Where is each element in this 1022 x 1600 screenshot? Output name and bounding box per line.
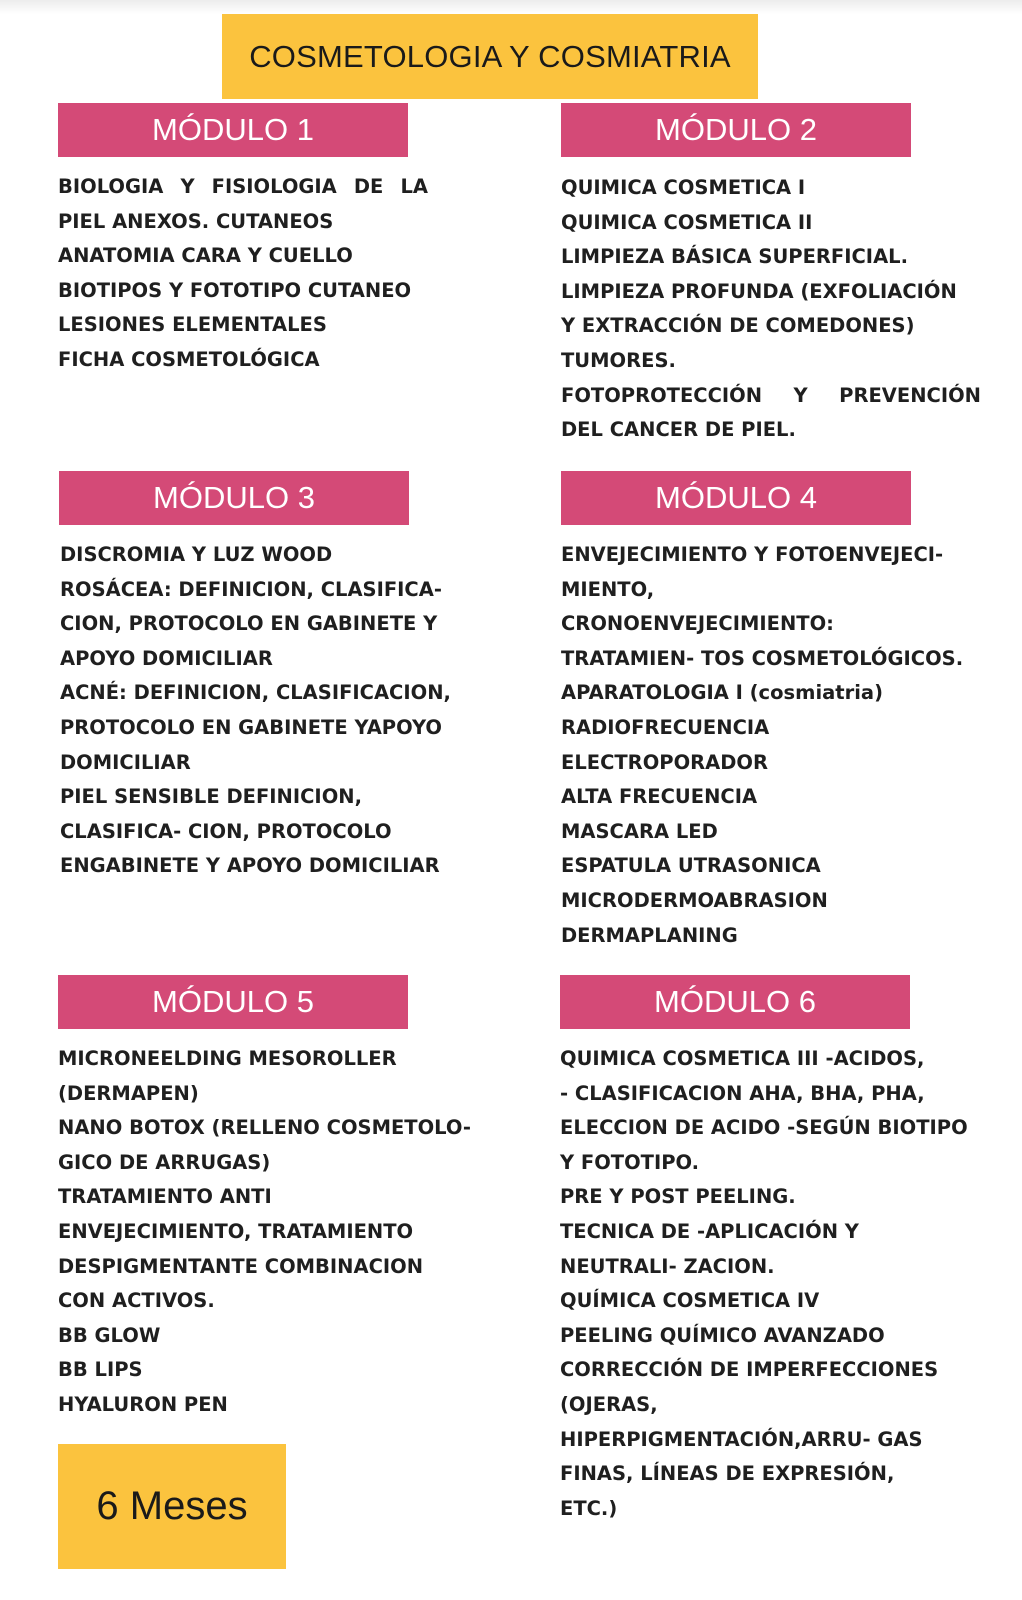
topic-line: TRATAMIENTO ANTI [58, 1185, 272, 1209]
topic-line: ENVEJECIMIENTO, TRATAMIENTO [58, 1219, 414, 1243]
module-1-topics [58, 170, 428, 378]
topic-line: QUÍMICA COSMETICA IV [560, 1289, 820, 1313]
topic-line: QUIMICA COSMETICA III -ACIDOS, [560, 1047, 925, 1070]
topic-line: MICRODERMOABRASION [561, 888, 828, 912]
topic-line: LIMPIEZA BÁSICA SUPERFICIAL. [561, 245, 908, 269]
topic-line: QUIMICA COSMETICA I [561, 176, 806, 199]
topic-line: FICHA COSMETOLÓGICA [58, 347, 320, 371]
module-5-topics [58, 1042, 498, 1423]
topic-line: CLASIFICA- CION, PROTOCOLO [60, 819, 392, 843]
topic-line: MASCARA LED [561, 819, 718, 843]
topic-line: (OJERAS, [560, 1392, 658, 1416]
topic-line: BB GLOW [58, 1323, 161, 1347]
topic-line: TUMORES. [561, 348, 676, 372]
topic-line: ETC.) [560, 1496, 618, 1520]
topic-word: BIOLOGIA [58, 175, 164, 198]
topic-line: DISCROMIA Y LUZ WOOD [60, 543, 333, 566]
topic-line: CION, PROTOCOLO EN GABINETE Y [60, 612, 438, 636]
topic-word: FISIOLOGIA [211, 175, 337, 198]
topic-line: TRATAMIEN- TOS COSMETOLÓGICOS. [561, 646, 964, 670]
topic-line: PIEL SENSIBLE DEFINICION, [60, 785, 362, 809]
topic-line: HYALURON PEN [58, 1392, 228, 1416]
topic-line: DERMAPLANING [561, 923, 738, 947]
topic-line: - CLASIFICACION AHA, BHA, PHA, [560, 1081, 925, 1105]
module-4-heading: MÓDULO 4 [561, 471, 911, 525]
topic-line: ENVEJECIMIENTO Y FOTOENVEJECI- [561, 543, 944, 566]
topic-line: NEUTRALI- ZACION. [560, 1254, 775, 1278]
topic-word: FOTOPROTECCIÓN [561, 383, 763, 407]
topic-word: Y [180, 175, 195, 198]
topic-line: Y EXTRACCIÓN DE COMEDONES) [561, 314, 915, 338]
topic-line: ENGABINETE Y APOYO DOMICILIAR [60, 854, 440, 878]
module-2-heading: MÓDULO 2 [561, 103, 911, 157]
topic-line: ALTA FRECUENCIA [561, 785, 758, 809]
topic-line: APOYO DOMICILIAR [60, 646, 273, 670]
page-title: COSMETOLOGIA Y COSMIATRIA [222, 14, 758, 99]
topic-line: ROSÁCEA: DEFINICION, CLASIFICA- [60, 577, 442, 601]
topic-word: LA [400, 175, 428, 198]
module-6-heading: MÓDULO 6 [560, 975, 910, 1029]
topic-line: QUIMICA COSMETICA II [561, 210, 813, 234]
topic-line: LESIONES ELEMENTALES [58, 313, 327, 337]
topic-line: NANO BOTOX (RELLENO COSMETOLO- [58, 1116, 471, 1140]
duration-badge: 6 Meses [58, 1444, 286, 1569]
topic-line: ACNÉ: DEFINICION, CLASIFICACION, [60, 681, 451, 705]
module-5-heading: MÓDULO 5 [58, 975, 408, 1029]
topic-line [561, 379, 981, 414]
topic-line: CON ACTIVOS. [58, 1289, 215, 1313]
topic-line: BB LIPS [58, 1358, 143, 1382]
module-1-heading: MÓDULO 1 [58, 103, 408, 157]
topic-line: APARATOLOGIA I (cosmiatria) [561, 681, 883, 705]
topic-line: CORRECCIÓN DE IMPERFECCIONES [560, 1358, 939, 1382]
topic-line: ESPATULA UTRASONICA [561, 854, 821, 878]
topic-line: PIEL ANEXOS. CUTANEOS [58, 209, 334, 233]
topic-line: DOMICILIAR [60, 750, 191, 774]
topic-line: TECNICA DE -APLICACIÓN Y [560, 1219, 859, 1243]
topic-word: Y [793, 383, 808, 407]
module-2-topics [561, 171, 981, 448]
topic-line: ANATOMIA CARA Y CUELLO [58, 244, 353, 268]
topic-line: (DERMAPEN) [58, 1081, 199, 1105]
topic-line: BIOTIPOS Y FOTOTIPO CUTANEO [58, 278, 412, 302]
topic-line: PROTOCOLO EN GABINETE YAPOYO [60, 715, 442, 739]
topic-word: DE [353, 175, 384, 198]
topic-line: FINAS, LÍNEAS DE EXPRESIÓN, [560, 1462, 895, 1486]
topic-line: ELECTROPORADOR [561, 750, 769, 774]
module-6-topics [560, 1042, 1000, 1526]
module-3-heading: MÓDULO 3 [59, 471, 409, 525]
topic-line: PEELING QUÍMICO AVANZADO [560, 1323, 885, 1347]
module-3-topics [60, 538, 500, 884]
topic-line: Y FOTOTIPO. [560, 1150, 700, 1174]
topic-line: ELECCION DE ACIDO -SEGÚN BIOTIPO [560, 1116, 968, 1140]
topic-line: RADIOFRECUENCIA [561, 715, 770, 739]
topic-line: MICRONEELDING MESOROLLER [58, 1047, 397, 1070]
topic-word: PREVENCIÓN [839, 383, 981, 407]
module-4-topics [561, 538, 1001, 953]
topic-line: CRONOENVEJECIMIENTO: [561, 612, 834, 636]
topic-line: GICO DE ARRUGAS) [58, 1150, 271, 1174]
topic-line: PRE Y POST PEELING. [560, 1185, 796, 1209]
topic-line: HIPERPIGMENTACIÓN,ARRU- GAS [560, 1427, 923, 1451]
topic-line: DESPIGMENTANTE COMBINACION [58, 1254, 424, 1278]
topic-line [58, 170, 428, 205]
topic-line: MIENTO, [561, 577, 655, 601]
top-shadow [0, 0, 1022, 14]
topic-line: DEL CANCER DE PIEL. [561, 418, 796, 442]
topic-line: LIMPIEZA PROFUNDA (EXFOLIACIÓN [561, 279, 957, 303]
